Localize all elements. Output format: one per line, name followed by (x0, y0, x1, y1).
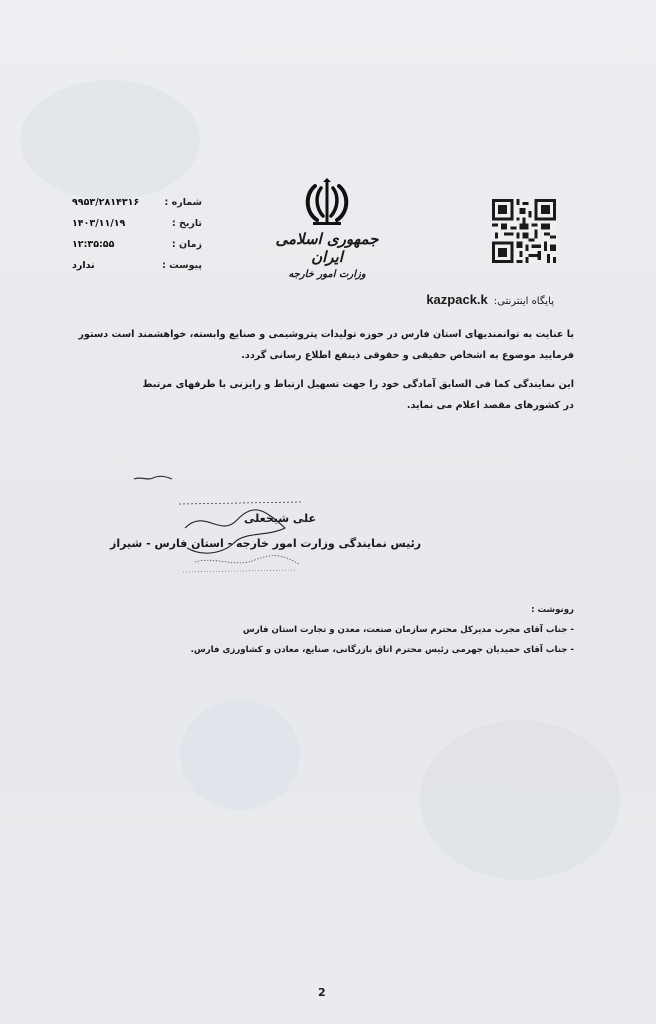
cc-item: - جناب آقای حمیدیان جهرمی رئیس محترم اتاق بازرگانی، صنایع، معادن و کشاورزی فارس. (191, 640, 574, 660)
cc-item: - جناب آقای مجرب مدیرکل محترم سازمان صنعت، معدن و تجارت استان فارس (191, 620, 574, 640)
website-url[interactable]: kazpack.k (426, 292, 488, 307)
signatory-name: علی شیخعلی (244, 512, 317, 525)
body-paragraph-1: با عنایت به توانمندیهای استان فارس در حوزه تولیدات پتروشیمی و صنایع وابسته، خواهشمند است دستور فرمایید موضوع به اشخاص حقیقی و حقوقی ذینفع اطلاع رسانی گردد. (78, 329, 574, 361)
meta-time: زمان : ۱۲:۳۵:۵۵ (72, 239, 202, 250)
body-paragraph-2: این نمایندگی کما فی السابق آمادگی خود را جهت تسهیل ارتباط و رایزنی با طرفهای مرتبط در کشورهای مقصد اعلام می نماید. (142, 379, 574, 411)
meta-number: شماره : ۹۹۵۳/۲۸۱۴۳۱۶ (72, 197, 202, 208)
website-line (426, 292, 554, 307)
signatory-title: رئیس نمایندگی وزارت امور خارجه - استان فارس - شیراز (110, 537, 422, 550)
iran-emblem-icon (301, 178, 353, 228)
government-name: جمهوری اسلامی ایران (275, 230, 379, 266)
meta-date: تاریخ : ۱۴۰۳/۱۱/۱۹ (72, 218, 202, 229)
letterhead (262, 178, 392, 280)
pen-mark-icon (133, 473, 173, 483)
paper-stain (180, 700, 300, 810)
page-number: 2 (318, 986, 326, 999)
paper-stain (20, 80, 200, 200)
qr-code-icon (492, 199, 556, 263)
paper-stain (420, 720, 620, 880)
cc-heading: رونوشت : (531, 605, 574, 615)
ministry-name: وزارت امور خارجه (288, 269, 366, 280)
meta-attachment: پیوست : ندارد (72, 260, 202, 271)
cc-block (191, 600, 574, 660)
letter-meta (72, 192, 202, 276)
website-label: پایگاه اینترنتی: (493, 296, 554, 307)
